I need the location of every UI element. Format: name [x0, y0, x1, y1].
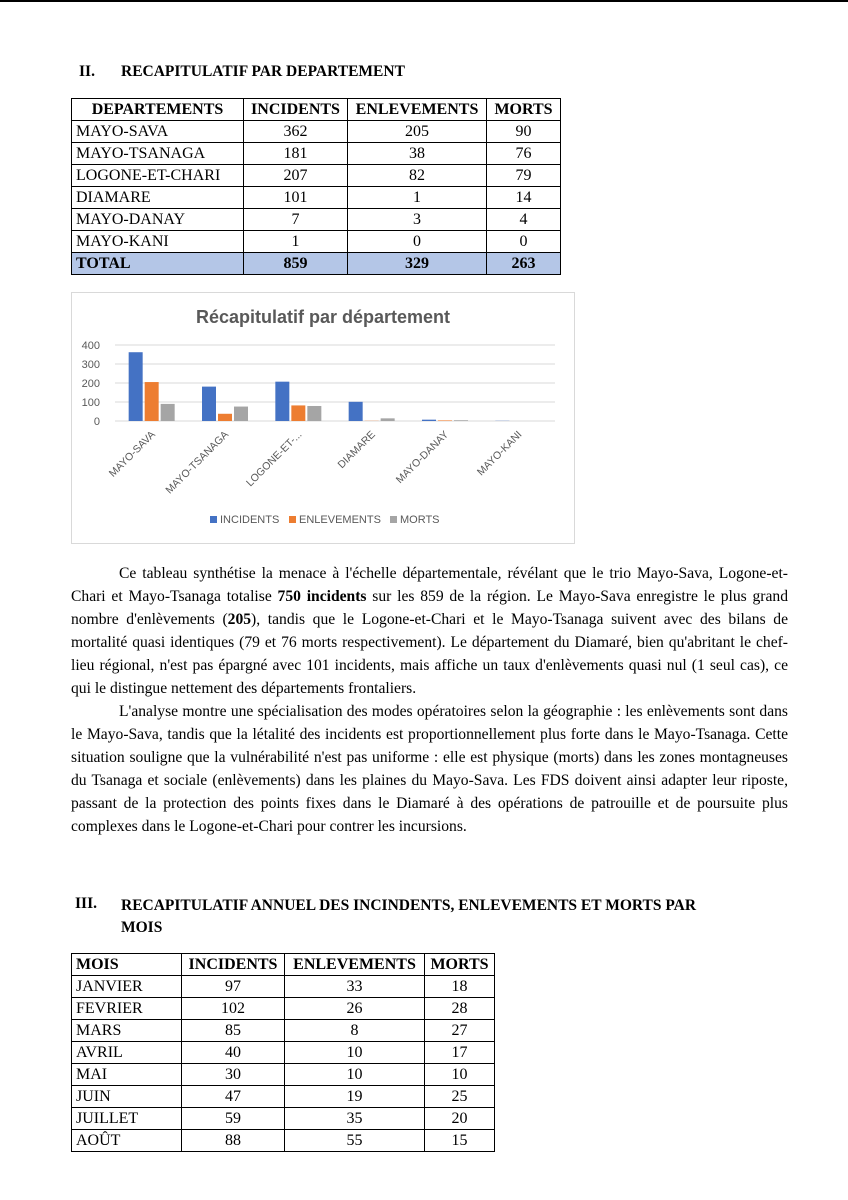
x-category-label: MAYO-SAVA [106, 428, 158, 480]
y-tick-label: 200 [81, 378, 100, 390]
cell-month: JUILLET [72, 1108, 182, 1130]
y-tick-label: 400 [81, 340, 100, 352]
legend-swatch-incidents [210, 516, 217, 523]
y-tick-label: 300 [81, 359, 100, 371]
cell-month: AVRIL [72, 1042, 182, 1064]
legend-label-incidents: INCIDENTS [220, 514, 280, 526]
bar-enlevements-0 [145, 382, 159, 421]
cell-incidents: 40 [182, 1042, 285, 1064]
cell-enlevements: 8 [285, 1020, 425, 1042]
cell-morts: 0 [487, 231, 561, 253]
header-departements: DEPARTEMENTS [72, 99, 244, 121]
cell-morts: 4 [487, 209, 561, 231]
table-row [72, 1020, 495, 1042]
table-row [72, 1108, 495, 1130]
section-3-title [121, 895, 696, 939]
table-total-row [72, 253, 561, 275]
cell-enlevements: 3 [348, 209, 487, 231]
cell-month: AOÛT [72, 1130, 182, 1152]
legend-swatch-enlevements [289, 516, 296, 523]
table-row [72, 165, 561, 187]
cell-enlevements: 0 [348, 231, 487, 253]
bar-enlevements-2 [291, 405, 305, 421]
header-incidents: INCIDENTS [244, 99, 348, 121]
table-row [72, 143, 561, 165]
cell-morts: 20 [425, 1108, 495, 1130]
bar-incidents-4 [422, 420, 436, 421]
cell-incidents: 47 [182, 1086, 285, 1108]
cell-enlevements: 26 [285, 998, 425, 1020]
section-3-number: III. [75, 895, 97, 912]
p1-bold-incidents: 750 incidents [277, 588, 367, 605]
chart-svg [72, 293, 574, 543]
cell-incidents: 181 [244, 143, 348, 165]
bar-enlevements-1 [218, 414, 232, 421]
cell-month: MARS [72, 1020, 182, 1042]
department-table [71, 98, 561, 275]
legend-label-morts: MORTS [400, 514, 440, 526]
p1-text-a: Ce tableau synthétise la menace à l'échelle départementale, révélant que le trio Mayo-Sava, Logone-et-Chari et Mayo-Tsanaga totalise [71, 565, 788, 605]
section-3-title-line-2: MOIS [121, 919, 163, 936]
bar-incidents-2 [275, 382, 289, 421]
cell-incidents: 102 [182, 998, 285, 1020]
cell-morts: 17 [425, 1042, 495, 1064]
cell-name: MAYO-KANI [72, 231, 244, 253]
cell-enlevements: 1 [348, 187, 487, 209]
section-3-title-line-1: RECAPITULATIF ANNUEL DES INCINDENTS, ENLEVEMENTS ET MORTS PAR [121, 897, 697, 914]
department-chart [71, 292, 575, 544]
bar-enlevements-4 [438, 420, 452, 421]
cell-morts: 27 [425, 1020, 495, 1042]
analysis-text [71, 562, 788, 838]
cell-month: JUIN [72, 1086, 182, 1108]
top-border-line [0, 0, 848, 2]
legend-swatch-morts [390, 516, 397, 523]
header-enlevements: ENLEVEMENTS [348, 99, 487, 121]
cell-name: DIAMARE [72, 187, 244, 209]
p1-bold-205: 205 [227, 611, 252, 628]
table-row [72, 1064, 495, 1086]
table-row [72, 1042, 495, 1064]
p1-text-e: ), tandis que le Logone-et-Chari et le Mayo-Tsanaga suivent avec des bilans de mortalité quasi identiques (79 et 76 morts respectivement). Le département du Diamaré, bien qu'abritant le chef-lieu régional, n'est pas épargné avec 101 incidents, mais affiche un taux d'enlèvements quasi nul (1 seul cas), ce qui le distingue nettement des départements frontaliers. [71, 611, 789, 697]
x-category-label: MAYO-DANAY [393, 428, 452, 486]
cell-name: MAYO-SAVA [72, 121, 244, 143]
cell-enlevements: 205 [348, 121, 487, 143]
cell-total-morts: 263 [487, 253, 561, 275]
cell-enlevements: 10 [285, 1064, 425, 1086]
cell-incidents: 85 [182, 1020, 285, 1042]
cell-incidents: 362 [244, 121, 348, 143]
cell-month: JANVIER [72, 976, 182, 998]
analysis-paragraph-1 [71, 562, 788, 700]
cell-month: FEVRIER [72, 998, 182, 1020]
bar-incidents-1 [202, 387, 216, 421]
table-row [72, 121, 561, 143]
x-category-label: LOGONE-ET-... [243, 428, 305, 490]
x-category-label: MAYO-KANI [474, 428, 525, 479]
header-mois: MOIS [72, 954, 182, 976]
cell-morts: 10 [425, 1064, 495, 1086]
header-morts: MORTS [487, 99, 561, 121]
table-header-row [72, 99, 561, 121]
bar-morts-4 [454, 420, 468, 421]
bar-morts-1 [234, 407, 248, 421]
cell-month: MAI [72, 1064, 182, 1086]
cell-incidents: 59 [182, 1108, 285, 1130]
cell-total-label: TOTAL [72, 253, 244, 275]
table-row [72, 209, 561, 231]
cell-enlevements: 19 [285, 1086, 425, 1108]
cell-total-enlevements: 329 [348, 253, 487, 275]
cell-name: MAYO-DANAY [72, 209, 244, 231]
cell-incidents: 30 [182, 1064, 285, 1086]
cell-incidents: 207 [244, 165, 348, 187]
cell-enlevements: 10 [285, 1042, 425, 1064]
analysis-paragraph-2: L'analyse montre une spécialisation des modes opératoires selon la géographie : les enlèvements sont dans le Mayo-Sava, tandis que la létalité des incidents est proportionnellement plus forte dans le Mayo-Tsanaga. Cette situation souligne que la vulnérabilité n'est pas uniforme : elle est physique (morts) dans les zones montagneuses du Tsanaga et sociale (enlèvements) dans les plaines du Mayo-Sava. Les FDS doivent ainsi adapter leur riposte, passant de la protection des points fixes dans le Diamaré à des opérations de patrouille et de poursuite plus complexes dans le Logone-et-Chari pour contrer les incursions. [71, 703, 788, 835]
cell-enlevements: 33 [285, 976, 425, 998]
legend-label-enlevements: ENLEVEMENTS [299, 514, 381, 526]
cell-morts: 25 [425, 1086, 495, 1108]
cell-name: LOGONE-ET-CHARI [72, 165, 244, 187]
chart-title: Récapitulatif par département [195, 307, 451, 327]
cell-incidents: 101 [244, 187, 348, 209]
table-header-row [72, 954, 495, 976]
bar-incidents-3 [349, 402, 363, 421]
table-row [72, 231, 561, 253]
cell-morts: 79 [487, 165, 561, 187]
cell-enlevements: 82 [348, 165, 487, 187]
bar-morts-2 [307, 406, 321, 421]
cell-incidents: 97 [182, 976, 285, 998]
cell-incidents: 7 [244, 209, 348, 231]
section-2-heading [79, 63, 779, 83]
table-row [72, 1086, 495, 1108]
cell-enlevements: 38 [348, 143, 487, 165]
header-morts: MORTS [425, 954, 495, 976]
cell-morts: 15 [425, 1130, 495, 1152]
bar-incidents-0 [129, 352, 143, 421]
cell-morts: 90 [487, 121, 561, 143]
monthly-table [71, 953, 495, 1152]
cell-morts: 18 [425, 976, 495, 998]
cell-morts: 28 [425, 998, 495, 1020]
cell-enlevements: 55 [285, 1130, 425, 1152]
cell-incidents: 88 [182, 1130, 285, 1152]
section-2-number: II. [79, 63, 95, 80]
table-row [72, 187, 561, 209]
cell-name: MAYO-TSANAGA [72, 143, 244, 165]
header-incidents: INCIDENTS [182, 954, 285, 976]
section-2-title: RECAPITULATIF PAR DEPARTEMENT [121, 63, 405, 80]
table-row [72, 998, 495, 1020]
header-enlevements: ENLEVEMENTS [285, 954, 425, 976]
y-tick-label: 0 [93, 416, 100, 428]
x-category-label: MAYO-TSANAGA [163, 428, 232, 497]
section-3-heading [75, 895, 795, 941]
cell-morts: 76 [487, 143, 561, 165]
x-category-label: DIAMARE [335, 428, 378, 471]
cell-morts: 14 [487, 187, 561, 209]
table-row [72, 976, 495, 998]
y-tick-label: 100 [81, 397, 100, 409]
bar-morts-0 [161, 404, 175, 421]
table-row [72, 1130, 495, 1152]
bar-morts-3 [381, 418, 395, 421]
p1-text-c: sur les 859 de la région. Le Mayo-Sava enregistre le plus grand nombre d'enlèvements ( [71, 588, 788, 628]
cell-incidents: 1 [244, 231, 348, 253]
cell-total-incidents: 859 [244, 253, 348, 275]
cell-enlevements: 35 [285, 1108, 425, 1130]
